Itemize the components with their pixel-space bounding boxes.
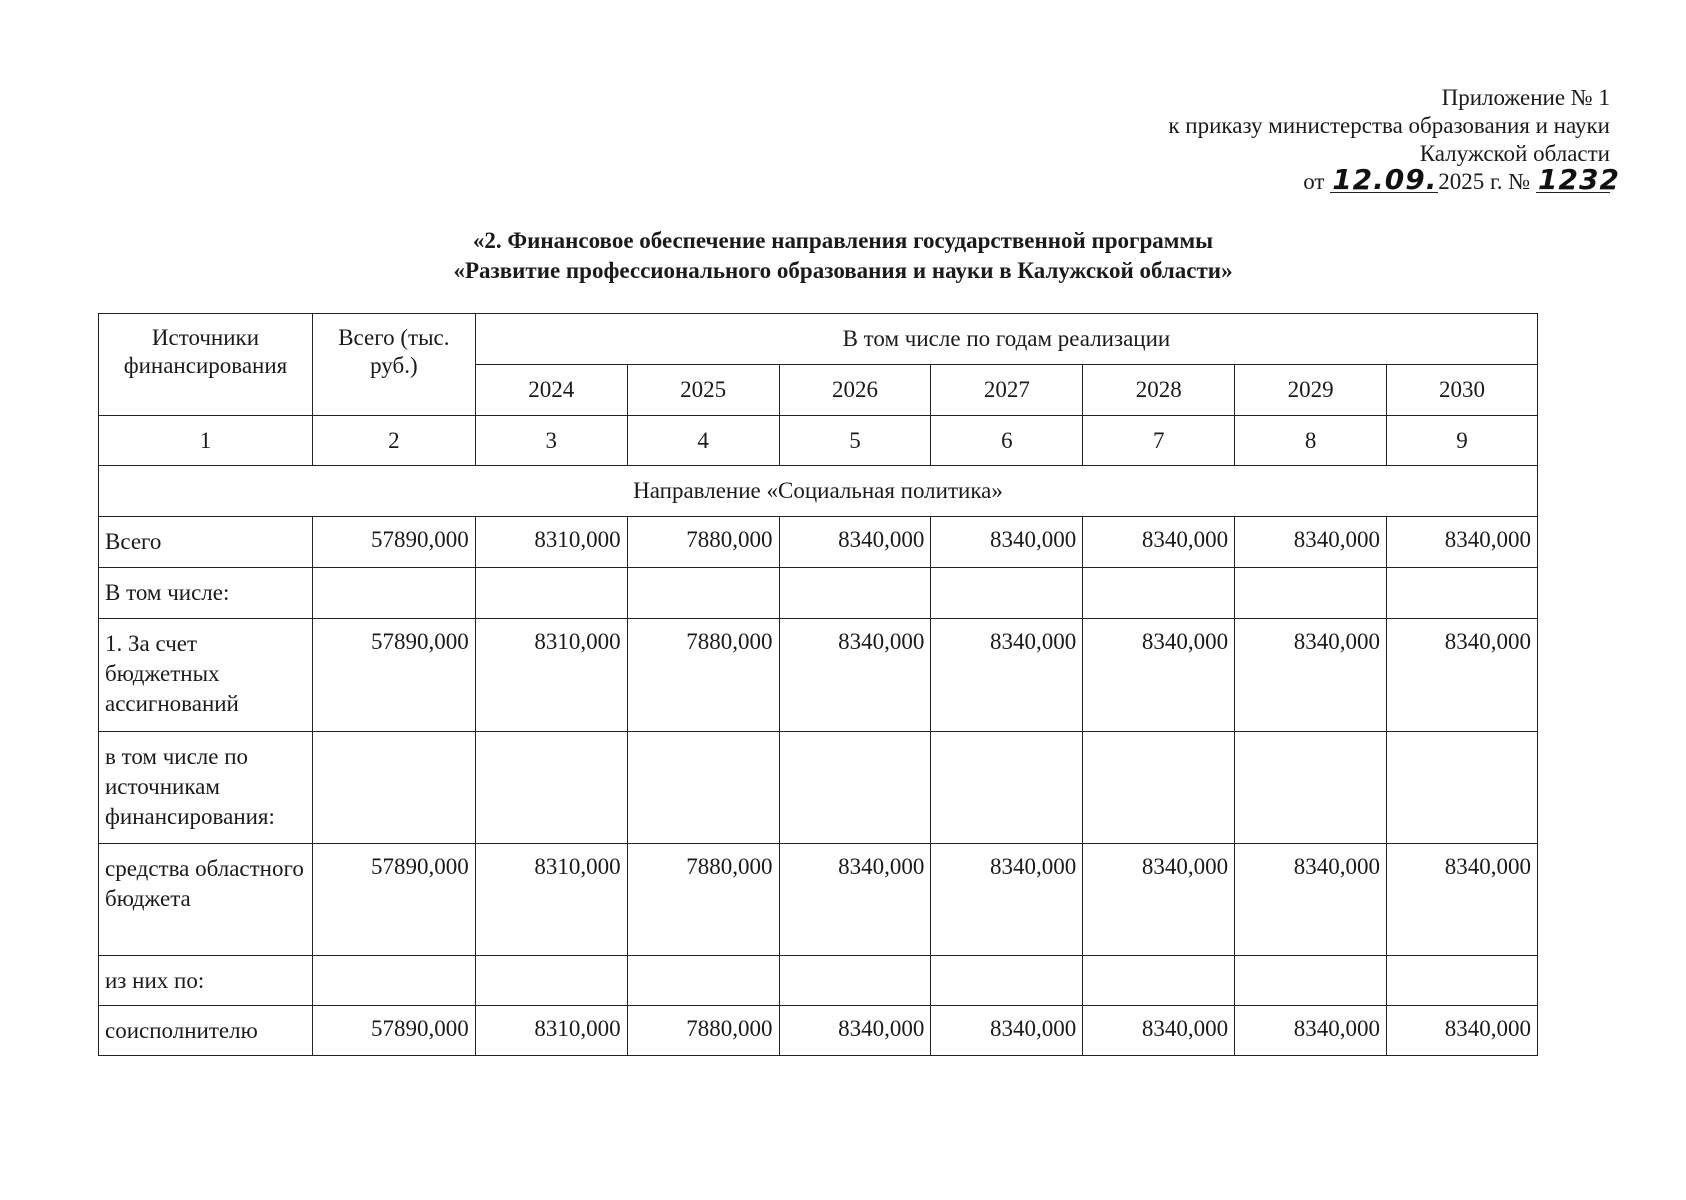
row-label: соисполнителю [99, 1006, 313, 1056]
title-line-1: «2. Финансовое обеспечение направления государственной программы [472, 228, 1214, 253]
date-suffix: 2025 г. № [1438, 169, 1531, 194]
table-row [99, 517, 1538, 568]
appendix-label: Приложение № 1 [1441, 85, 1610, 110]
year-header: 2029 [1235, 365, 1387, 416]
value-cell [931, 568, 1083, 619]
order-reference: к приказу министерства образования и науки [1168, 113, 1610, 138]
value-cell [1083, 568, 1235, 619]
value-cell: 8340,000 [1083, 1006, 1235, 1056]
financing-table [98, 313, 1538, 1056]
value-cell: 8340,000 [1387, 517, 1538, 568]
row-label: В том числе: [99, 568, 313, 619]
value-cell: 7880,000 [627, 619, 779, 732]
value-cell: 8340,000 [931, 517, 1083, 568]
value-cell [312, 732, 475, 844]
value-cell [312, 568, 475, 619]
value-cell: 8340,000 [931, 619, 1083, 732]
year-header: 2026 [779, 365, 931, 416]
value-cell: 8310,000 [475, 517, 627, 568]
handwritten-date: 12.09. [1332, 163, 1438, 196]
value-cell: 8340,000 [931, 1006, 1083, 1056]
value-cell [1235, 568, 1387, 619]
value-cell [627, 956, 779, 1006]
column-number-row [99, 416, 1538, 466]
year-header: 2025 [627, 365, 779, 416]
value-cell [931, 956, 1083, 1006]
title-line-2: «Развитие профессионального образования и науки в Калужской области» [453, 258, 1233, 283]
value-cell [1387, 568, 1538, 619]
column-number: 7 [1083, 416, 1235, 466]
value-cell [1083, 732, 1235, 844]
column-number: 3 [475, 416, 627, 466]
row-label: 1. За счет бюджетных ассигнований [99, 619, 313, 732]
value-cell: 7880,000 [627, 517, 779, 568]
column-number: 8 [1235, 416, 1387, 466]
row-label: в том числе по источникам финансирования: [99, 732, 313, 844]
year-header: 2027 [931, 365, 1083, 416]
order-date-line [1303, 163, 1620, 196]
row-label: из них по: [99, 956, 313, 1006]
year-header: 2024 [475, 365, 627, 416]
column-number: 2 [312, 416, 475, 466]
document-header [1168, 84, 1620, 196]
value-cell: 8340,000 [1387, 619, 1538, 732]
value-cell [1235, 956, 1387, 1006]
table-row [99, 1006, 1538, 1056]
value-cell: 8340,000 [1387, 844, 1538, 956]
row-label: средства областного бюджета [99, 844, 313, 956]
value-cell: 57890,000 [312, 517, 475, 568]
value-cell [312, 956, 475, 1006]
value-cell: 8340,000 [1083, 517, 1235, 568]
section-title: Направление «Социальная политика» [99, 466, 1538, 517]
value-cell: 8340,000 [1235, 619, 1387, 732]
header-total: Всего (тыс. руб.) [312, 314, 475, 416]
value-cell: 57890,000 [312, 1006, 475, 1056]
value-cell [1387, 956, 1538, 1006]
value-cell: 8310,000 [475, 619, 627, 732]
value-cell: 7880,000 [627, 1006, 779, 1056]
column-number: 5 [779, 416, 931, 466]
column-number: 1 [99, 416, 313, 466]
value-cell [779, 568, 931, 619]
table-row [99, 844, 1538, 956]
column-number: 4 [627, 416, 779, 466]
value-cell [931, 732, 1083, 844]
year-header: 2028 [1083, 365, 1235, 416]
value-cell [627, 568, 779, 619]
value-cell: 8340,000 [1235, 844, 1387, 956]
value-cell: 57890,000 [312, 844, 475, 956]
value-cell: 8340,000 [931, 844, 1083, 956]
value-cell [475, 732, 627, 844]
document-title [0, 226, 1686, 286]
value-cell [627, 732, 779, 844]
date-prefix: от [1303, 169, 1325, 194]
value-cell: 8310,000 [475, 1006, 627, 1056]
header-sources: Источники финансирования [99, 314, 313, 416]
row-label: Всего [99, 517, 313, 568]
value-cell: 7880,000 [627, 844, 779, 956]
value-cell: 8340,000 [1083, 844, 1235, 956]
value-cell [475, 956, 627, 1006]
value-cell [779, 956, 931, 1006]
handwritten-order-number: 1232 [1538, 163, 1620, 196]
value-cell [1235, 732, 1387, 844]
value-cell: 57890,000 [312, 619, 475, 732]
value-cell: 8310,000 [475, 844, 627, 956]
value-cell: 8340,000 [779, 619, 931, 732]
value-cell [779, 732, 931, 844]
table-row [99, 956, 1538, 1006]
value-cell [1387, 732, 1538, 844]
header-years-group: В том числе по годам реализации [475, 314, 1537, 365]
table-row [99, 619, 1538, 732]
value-cell [475, 568, 627, 619]
value-cell: 8340,000 [779, 1006, 931, 1056]
table-row [99, 568, 1538, 619]
value-cell [1083, 956, 1235, 1006]
value-cell: 8340,000 [1083, 619, 1235, 732]
value-cell: 8340,000 [779, 517, 931, 568]
year-header: 2030 [1387, 365, 1538, 416]
value-cell: 8340,000 [1387, 1006, 1538, 1056]
table-row [99, 732, 1538, 844]
column-number: 9 [1387, 416, 1538, 466]
region-name: Калужской области [1419, 141, 1610, 166]
column-number: 6 [931, 416, 1083, 466]
value-cell: 8340,000 [1235, 1006, 1387, 1056]
value-cell: 8340,000 [779, 844, 931, 956]
value-cell: 8340,000 [1235, 517, 1387, 568]
